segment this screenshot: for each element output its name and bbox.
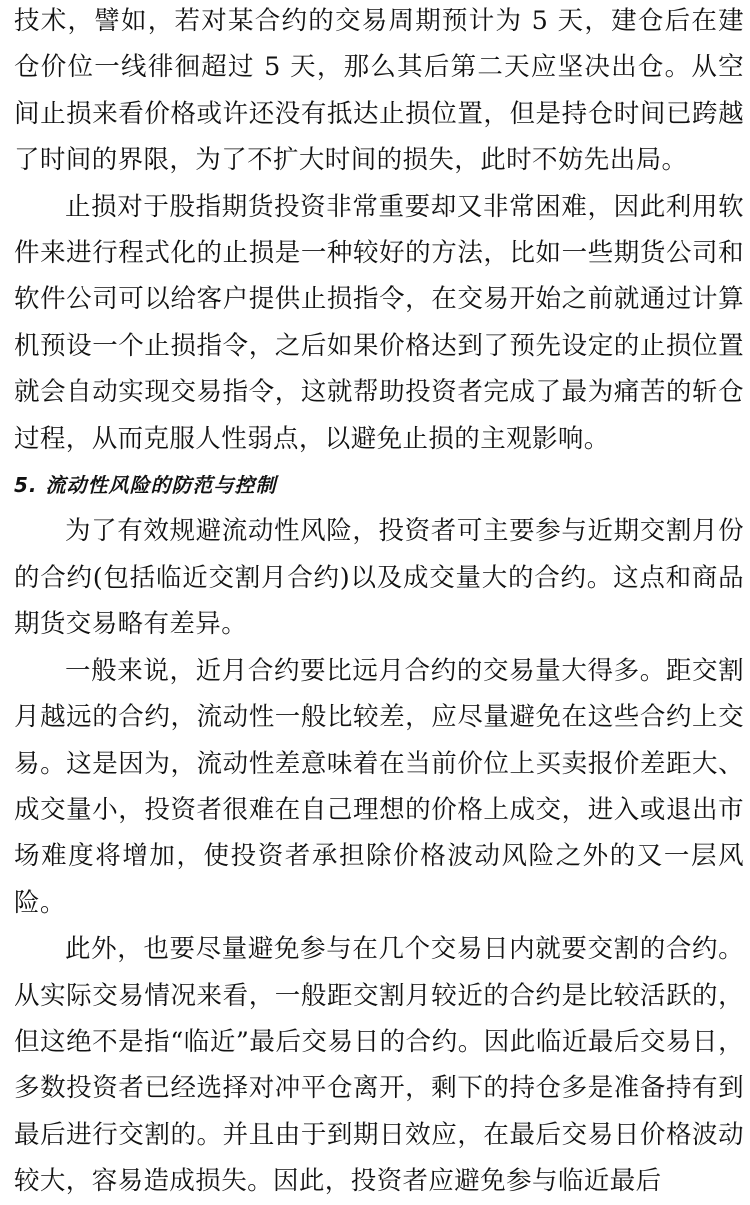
paragraph-liquidity-contracts: 为了有效规避流动性风险，投资者可主要参与近期交割月份的合约(包括临近交割月合约)以及成交量大的合约。这点和商品期货交易略有差异。 xyxy=(14,516,744,640)
section-heading-liquidity-risk: 5. 流动性风险的防范与控制 xyxy=(14,473,277,498)
paragraph-programmatic-stop-loss: 止损对于股指期货投资非常重要却又非常困难，因此利用软件来进行程式化的止损是一种较好的方法，比如一些期货公司和软件公司可以给客户提供止损指令，在交易开始之前就通过计算机预设一个止损指令，之后如果价格达到了预先设定的止损位置就会自动实现交易指令，这就帮助投资者完成了最为痛苦的斩仓过程，从而克服人性弱点，以避免止损的主观影响。 xyxy=(14,191,744,454)
paragraph-avoid-delivery: 此外，也要尽量避免参与在几个交易日内就要交割的合约。从实际交易情况来看，一般距交割月较近的合约是比较活跃的，但这绝不是指“临近”最后交易日的合约。因此临近最后交易日，多数投资者已经选择对冲平仓离开，剩下的持仓多是准备持有到最后进行交割的。并且由于到期日效应，在最后交易日价格波动较大，容易造成损失。因此，投资者应避免参与临近最后 xyxy=(14,934,744,1197)
paragraph-time-stop-loss: 技术，譬如，若对某合约的交易周期预计为 5 天，建仓后在建仓价位一线徘徊超过 5 天，那么其后第二天应坚决出仓。从空间止损来看价格或许还没有抵达止损位置，但是持仓时间已跨越了时间的界限，为了不扩大时间的损失，此时不妨先出局。 xyxy=(14,6,744,176)
paragraph-near-month-volume: 一般来说，近月合约要比远月合约的交易量大得多。距交割月越远的合约，流动性一般比较差，应尽量避免在这些合约上交易。这是因为，流动性差意味着在当前价位上买卖报价差距大、成交量小，投资者很难在自己理想的价格上成交，进入或退出市场难度将增加，使投资者承担除价格波动风险之外的又一层风险。 xyxy=(14,655,744,918)
